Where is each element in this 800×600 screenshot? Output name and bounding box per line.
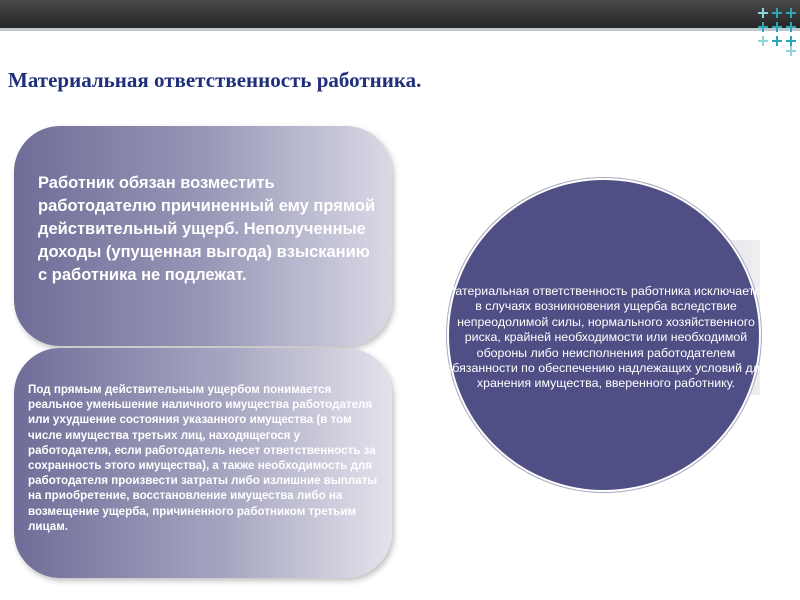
direct-damage-definition-text: Под прямым действительным ущербом понимается реальное уменьшение наличного имущества работодателя или ухудшение состояния указанного имущества (в том числе имущества третьих лиц, находящегося у работодателя, если работодатель несет ответственность за сохранность этого имущества), а также необходимость для работодателя произвести затраты либо излишние выплаты на приобретение, восстановление имущества либо на возмещение ущерба, причиненного работником третьим лицам. xyxy=(28,383,378,533)
corner-plus-pattern-icon xyxy=(710,0,800,60)
header-band-edge xyxy=(0,28,800,31)
direct-damage-definition-box xyxy=(14,348,392,578)
header-band xyxy=(0,0,800,28)
damage-compensation-box xyxy=(14,126,392,346)
liability-exclusion-circle xyxy=(444,178,768,492)
slide-title: Материальная ответственность работника. xyxy=(8,68,422,92)
damage-compensation-text: Работник обязан возместить работодателю причиненный ему прямой действительный ущерб. Неполученные доходы (упущенная выгода) взысканию с работника не подлежат. xyxy=(38,174,376,284)
liability-exclusion-text: Материальная ответственность работника исключается в случаях возникновения ущерба вследствие непреодолимой силы, нормального хозяйственного риска, крайней необходимости или необходимой обороны либо неисполнения работодателем обязанности по обеспечению надлежащих условий для хранения имущества, вверенного работнику. xyxy=(444,284,768,391)
